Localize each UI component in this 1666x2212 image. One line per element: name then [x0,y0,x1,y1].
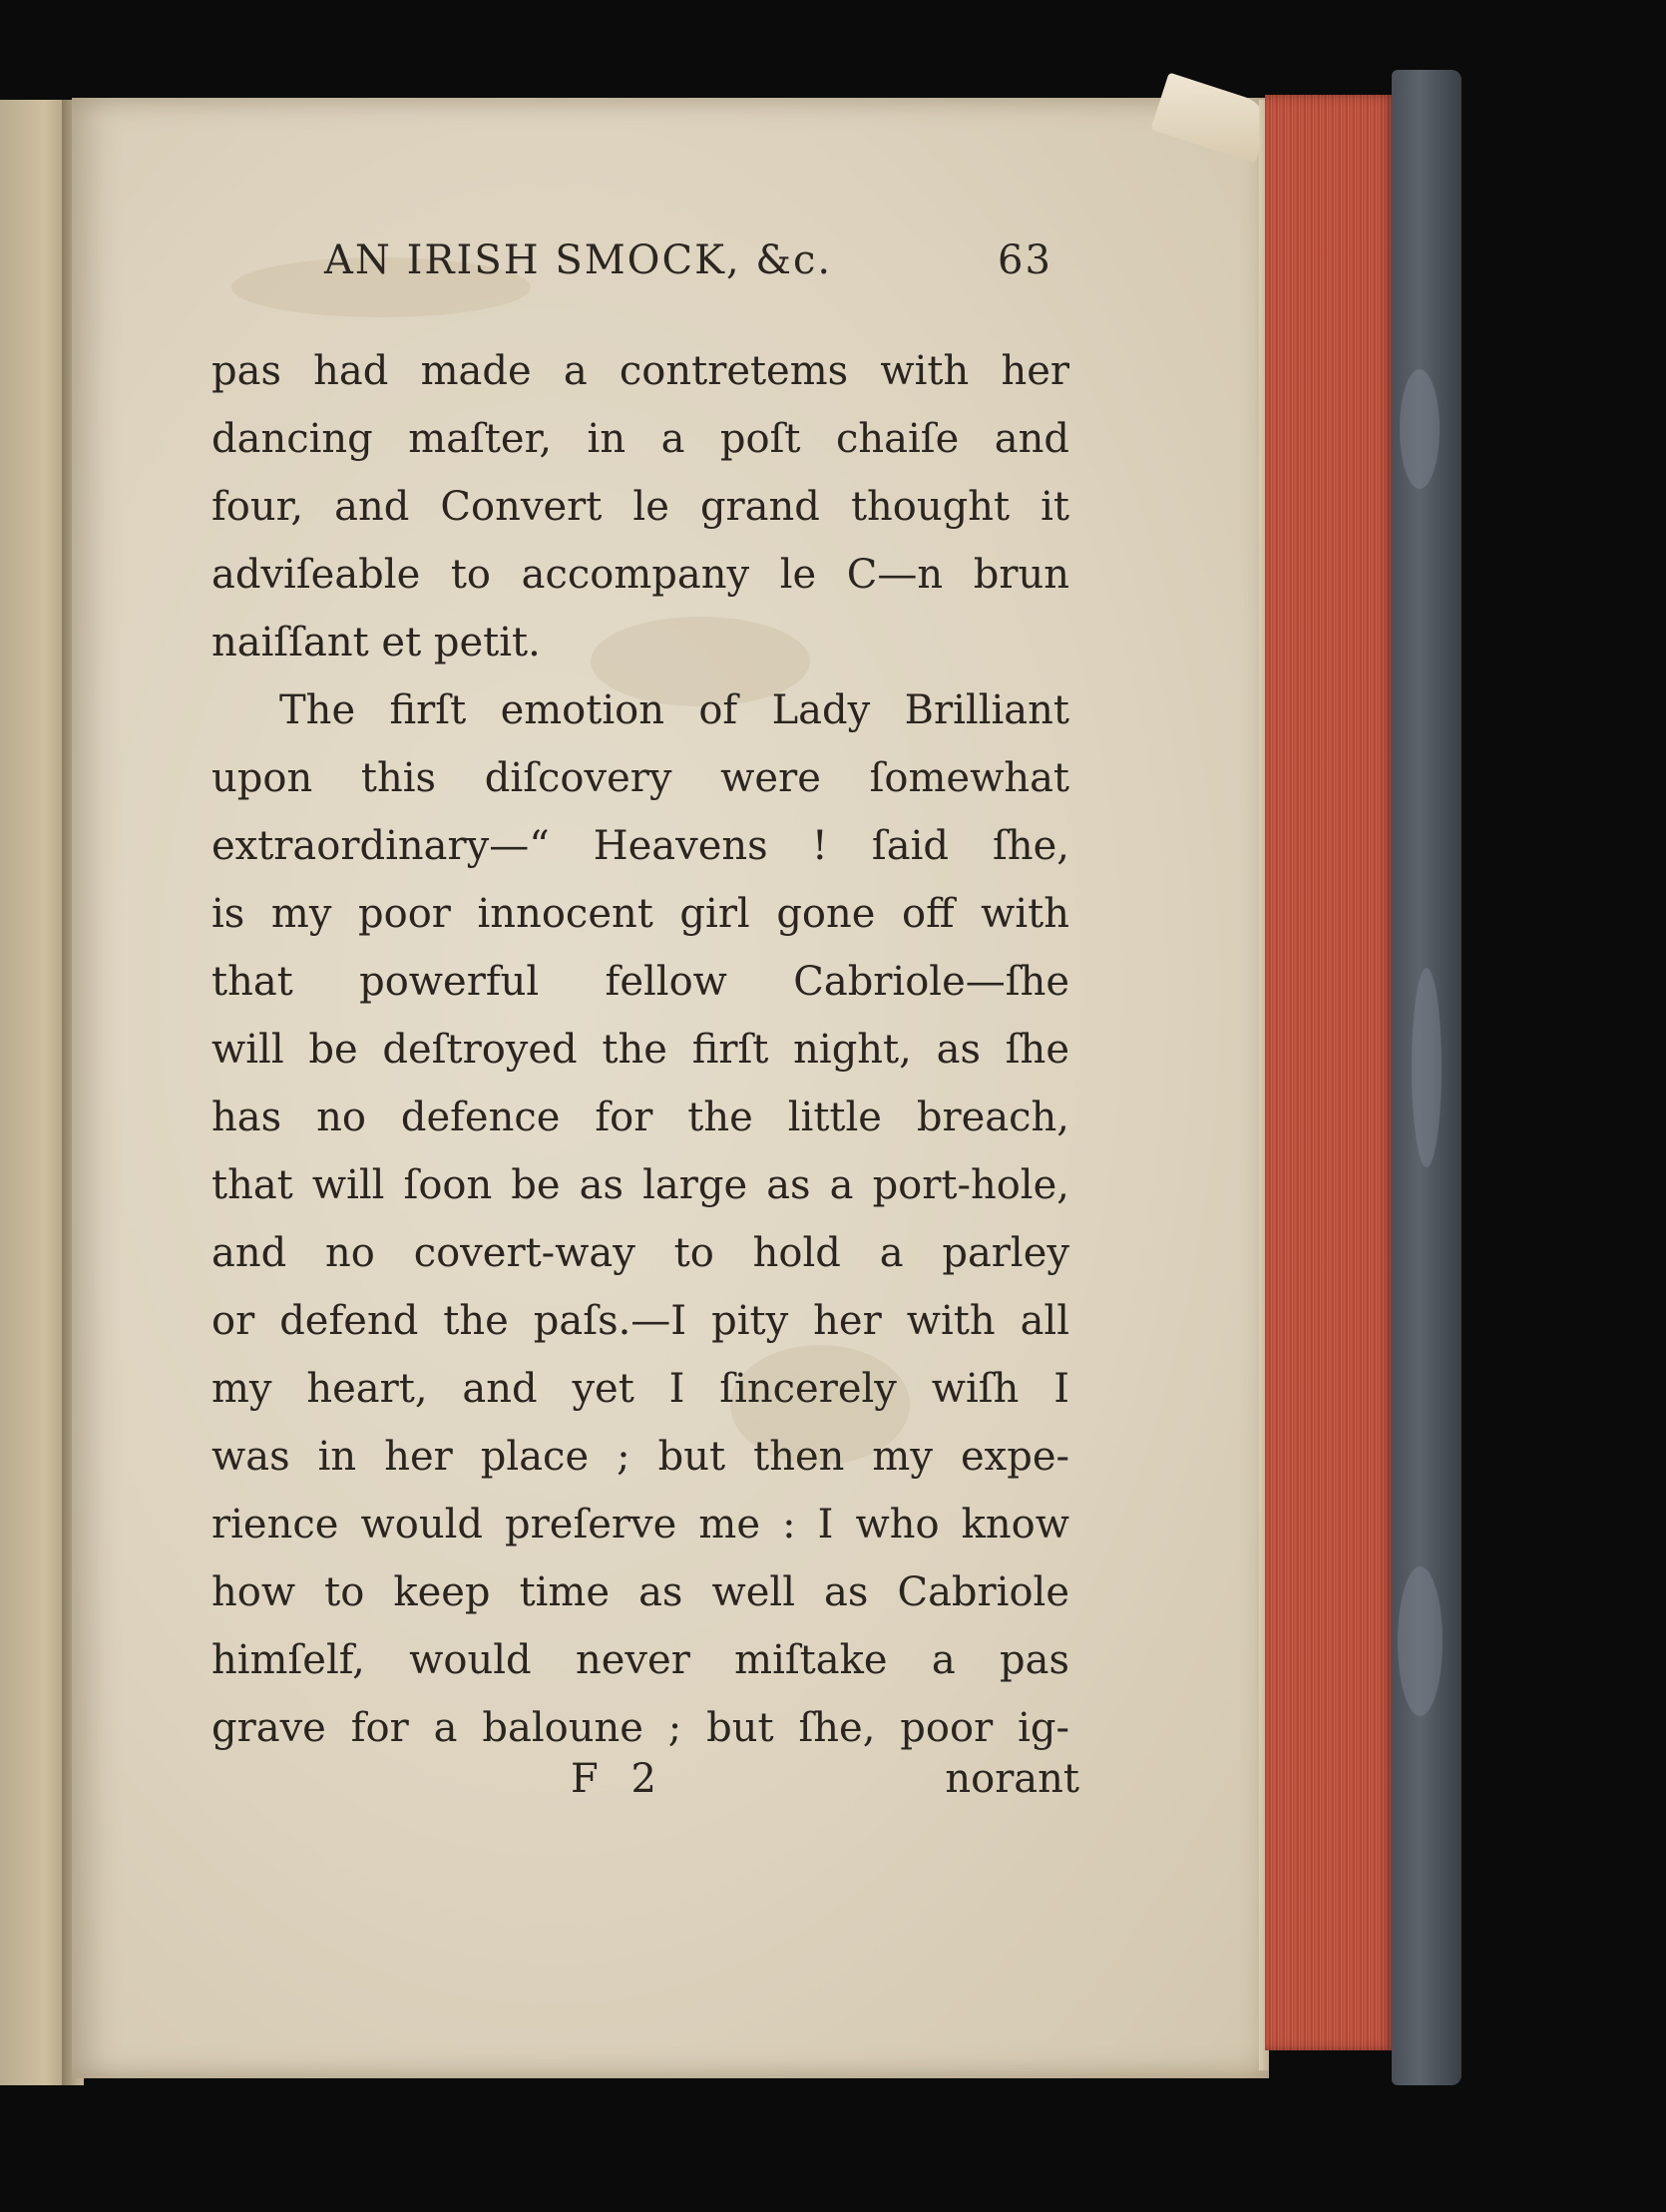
text-line: how to keep time as well as Cabriole [211,1569,1069,1615]
text-line: dancing maſter, in a poſt chaiſe and [211,416,1069,462]
red-fore-edge [1265,95,1395,2050]
text-line: himſelf, would never miſtake a pas [211,1637,1069,1683]
catchword: norant [945,1756,1079,1802]
text-line: The firſt emotion of Lady Brilliant [279,687,1069,733]
running-title: AN IRISH SMOCK, &c. [324,237,833,283]
text-line: naiſſant et petit. [211,620,541,665]
text-line: was in her place ; but then my expe- [211,1434,1069,1480]
cover-wear [1398,1566,1443,1716]
text-line: is my poor innocent girl gone off with [211,891,1069,937]
text-line: and no covert-way to hold a parley [211,1230,1069,1276]
running-head [324,237,1082,297]
cover-wear [1412,968,1442,1167]
page-footer [211,1756,1079,1820]
text-line: four, and Convert le grand thought it [211,484,1069,530]
text-line: will be deſtroyed the firſt night, as ſhe [211,1027,1069,1073]
text-line: that will ſoon be as large as a port-hole, [211,1162,1069,1208]
text-line: rience would preſerve me : I who know [211,1502,1069,1548]
text-line: adviſeable to accompany le C—n brun [211,552,1069,598]
text-line: grave for a baloune ; but ſhe, poor ig- [211,1705,1069,1751]
page-number: 63 [998,237,1052,283]
text-line: upon this diſcovery were ſomewhat [211,755,1069,801]
text-line: or defend the paſs.—I pity her with all [211,1298,1069,1344]
text-line: extraordinary—“ Heavens ! ſaid ſhe, [211,823,1069,869]
text-line: that powerful fellow Cabriole—ſhe [211,959,1069,1005]
text-line: has no defence for the little breach, [211,1095,1069,1140]
signature-mark: F 2 [571,1756,666,1802]
text-line: my heart, and yet I ſincerely wiſh I [211,1366,1069,1412]
text-line: pas had made a contretems with her [211,348,1069,394]
cover-wear [1400,369,1440,489]
book-cover-board [1392,70,1461,2085]
